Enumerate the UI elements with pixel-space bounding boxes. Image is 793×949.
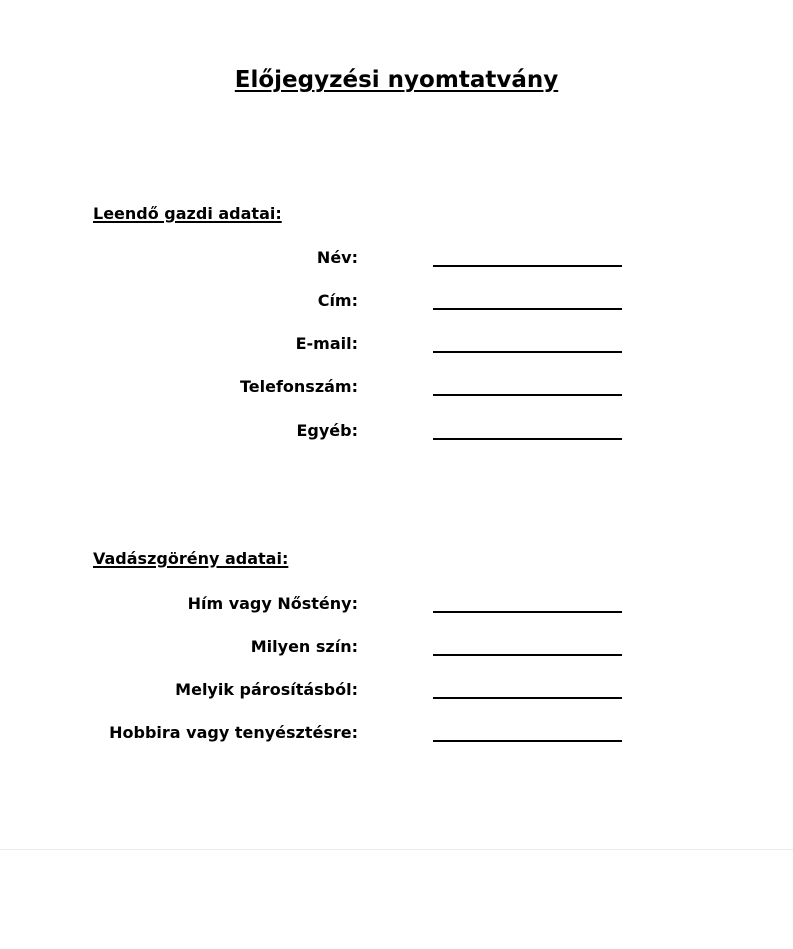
field-line-name[interactable]	[433, 265, 622, 267]
form-title: Előjegyzési nyomtatvány	[234, 67, 559, 93]
field-label-phone: Telefonszám:	[239, 377, 358, 396]
field-label-purpose: Hobbira vagy tenyésztésre:	[109, 723, 358, 742]
field-line-address[interactable]	[433, 308, 622, 310]
field-line-phone[interactable]	[433, 394, 622, 396]
field-row-sex	[0, 593, 793, 615]
field-line-purpose[interactable]	[433, 740, 622, 742]
owner-section-heading: Leendő gazdi adatai:	[93, 204, 282, 223]
field-line-sex[interactable]	[433, 611, 622, 613]
field-label-name: Név:	[316, 248, 358, 267]
field-label-other: Egyéb:	[296, 421, 358, 440]
field-row-purpose	[0, 722, 793, 744]
field-line-pairing[interactable]	[433, 697, 622, 699]
field-row-email	[0, 333, 793, 355]
field-label-color: Milyen szín:	[250, 637, 358, 656]
field-label-email: E-mail:	[295, 334, 358, 353]
field-row-address	[0, 290, 793, 312]
field-line-email[interactable]	[433, 351, 622, 353]
ferret-section-heading: Vadászgörény adatai:	[93, 549, 289, 568]
field-row-color	[0, 636, 793, 658]
field-label-sex: Hím vagy Nőstény:	[187, 594, 358, 613]
field-label-pairing: Melyik párosításból:	[175, 680, 358, 699]
field-line-color[interactable]	[433, 654, 622, 656]
field-label-address: Cím:	[317, 291, 358, 310]
field-row-name	[0, 247, 793, 269]
field-row-phone	[0, 376, 793, 398]
field-row-other	[0, 420, 793, 442]
field-row-pairing	[0, 679, 793, 701]
field-line-other[interactable]	[433, 438, 622, 440]
